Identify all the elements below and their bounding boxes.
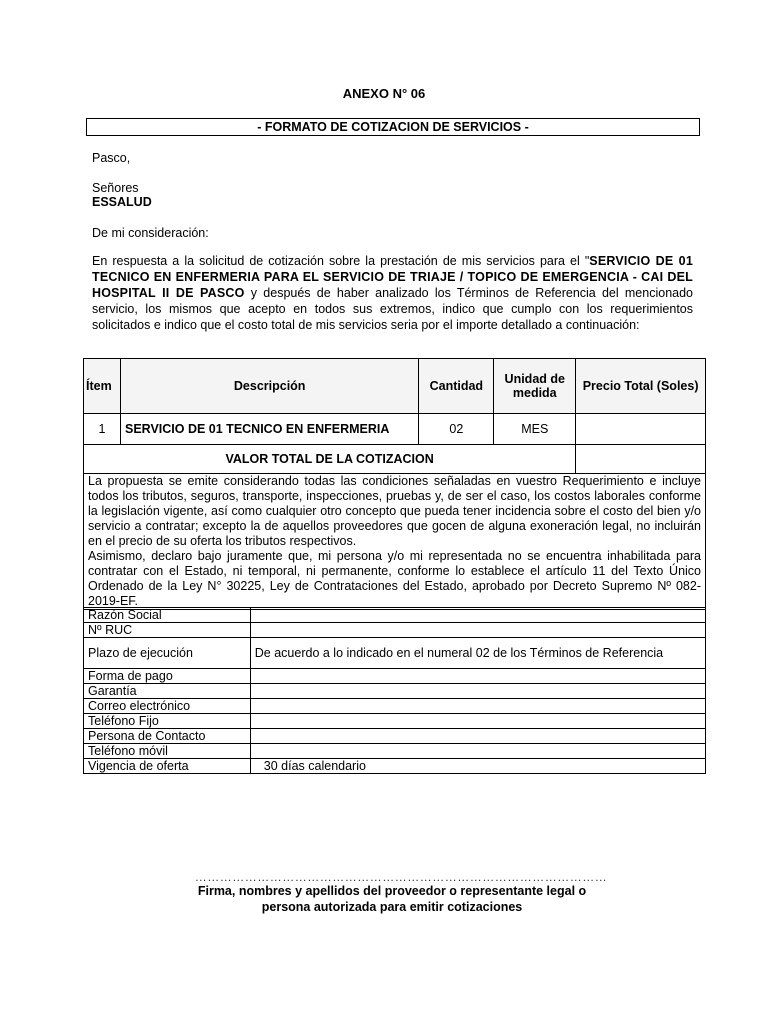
- proposal-row: [84, 474, 706, 610]
- field-row-vigencia: [84, 759, 706, 774]
- field-label: Vigencia de oferta: [84, 759, 251, 774]
- field-value[interactable]: [250, 608, 705, 623]
- declaration-text: Asimismo, declaro bajo juramente que, mi persona y/o mi representada no se encuentra inhabilitada para contratar con el Estado, ni temporal, ni permanente, conforme lo establece el artículo 11 del Texto Único Ordenado de la Ley N° 30225, Ley de Contrataciones del Estado, aprobado por Decreto Supremo Nº 082-2019-EF.: [88, 549, 701, 608]
- field-value: 30 días calendario: [250, 759, 705, 774]
- field-label: Razón Social: [84, 608, 251, 623]
- document-title: ANEXO N° 06: [342, 86, 426, 101]
- table-header-row: [84, 359, 706, 414]
- field-row-forma-pago: [84, 669, 706, 684]
- field-value[interactable]: [250, 729, 705, 744]
- signature-caption-line2: persona autorizada para emitir cotizaciones: [261, 900, 523, 914]
- intro-paragraph-part2: y después de haber analizado los Términos de Referencia del mencionado servicio, los mismos que acepto en todos sus extremos, indico que cumplo con los requerimientos solicitados e indico que el costo total de mis servicios seria por el importe detallado a continuación:: [92, 286, 693, 332]
- signature-caption-line1: Firma, nombres y apellidos del proveedor o representante legal o: [197, 884, 587, 898]
- field-label: Correo electrónico: [84, 699, 251, 714]
- table-row: [84, 414, 706, 445]
- row-quantity: 02: [419, 414, 494, 445]
- quotation-table: [83, 358, 706, 610]
- service-name: SERVICIO DE 01 TECNICO EN ENFERMERIA PARA EL SERVICIO DE TRIAJE / TOPICO DE EMERGENCIA - CAI DEL HOSPITAL II DE PASCO: [92, 254, 693, 300]
- greeting-text: De mi consideración:: [92, 226, 209, 240]
- header-quantity: Cantidad: [419, 359, 494, 414]
- proposal-text: La propuesta se emite considerando todas las condiciones señaladas en vuestro Requerimiento e incluye todos los tributos, seguros, transporte, inspecciones, pruebas y, de ser el caso, los costos laborales conforme la legislación vigente, así como cualquier otro concepto que pueda tener incidencia sobre el costo del bien y/o servicio a contratar; excepto la de aquellos proveedores que gocen de alguna exoneración legal, no incluirán en el precio de su oferta los tributos respectivos.: [88, 474, 701, 548]
- field-label: Nº RUC: [84, 623, 251, 638]
- field-value: De acuerdo a lo indicado en el numeral 02 de los Términos de Referencia: [250, 638, 705, 669]
- field-row-persona-contacto: [84, 729, 706, 744]
- field-row-correo: [84, 699, 706, 714]
- header-description: Descripción: [120, 359, 418, 414]
- intro-paragraph: [92, 253, 693, 333]
- total-value[interactable]: [576, 445, 706, 474]
- total-label: VALOR TOTAL DE LA COTIZACION: [84, 445, 576, 474]
- field-label: Garantía: [84, 684, 251, 699]
- proposal-cell: [84, 474, 706, 610]
- header-unit: Unidad de medida: [494, 359, 576, 414]
- supplier-fields-table: [83, 607, 706, 774]
- field-value[interactable]: [250, 714, 705, 729]
- field-label: Forma de pago: [84, 669, 251, 684]
- field-row-garantia: [84, 684, 706, 699]
- header-item: Ítem: [84, 359, 121, 414]
- field-label: Persona de Contacto: [84, 729, 251, 744]
- field-label: Teléfono Fijo: [84, 714, 251, 729]
- row-description: SERVICIO DE 01 TECNICO EN ENFERMERIA: [120, 414, 418, 445]
- field-value[interactable]: [250, 699, 705, 714]
- field-row-ruc: [84, 623, 706, 638]
- intro-paragraph-part1: En respuesta a la solicitud de cotización sobre la prestación de mis servicios para el ": [92, 254, 590, 268]
- row-total-price[interactable]: [576, 414, 706, 445]
- field-row-telefono-fijo: [84, 714, 706, 729]
- salutation-text: Señores: [92, 181, 139, 195]
- field-row-plazo: [84, 638, 706, 669]
- field-value[interactable]: [250, 684, 705, 699]
- row-unit: MES: [494, 414, 576, 445]
- header-total-price: Precio Total (Soles): [576, 359, 706, 414]
- place-text: Pasco,: [92, 151, 131, 165]
- row-item: 1: [84, 414, 121, 445]
- field-label: Teléfono móvil: [84, 744, 251, 759]
- field-row-telefono-movil: [84, 744, 706, 759]
- field-value[interactable]: [250, 669, 705, 684]
- field-row-razon-social: [84, 608, 706, 623]
- signature-caption: [140, 883, 644, 915]
- recipient-text: ESSALUD: [92, 195, 152, 209]
- field-value[interactable]: [250, 744, 705, 759]
- field-label: Plazo de ejecución: [84, 638, 251, 669]
- field-value[interactable]: [250, 623, 705, 638]
- signature-line: ………………………………………………………………………………………: [194, 870, 608, 884]
- document-subtitle: - FORMATO DE COTIZACION DE SERVICIOS -: [86, 118, 700, 136]
- total-row: [84, 445, 706, 474]
